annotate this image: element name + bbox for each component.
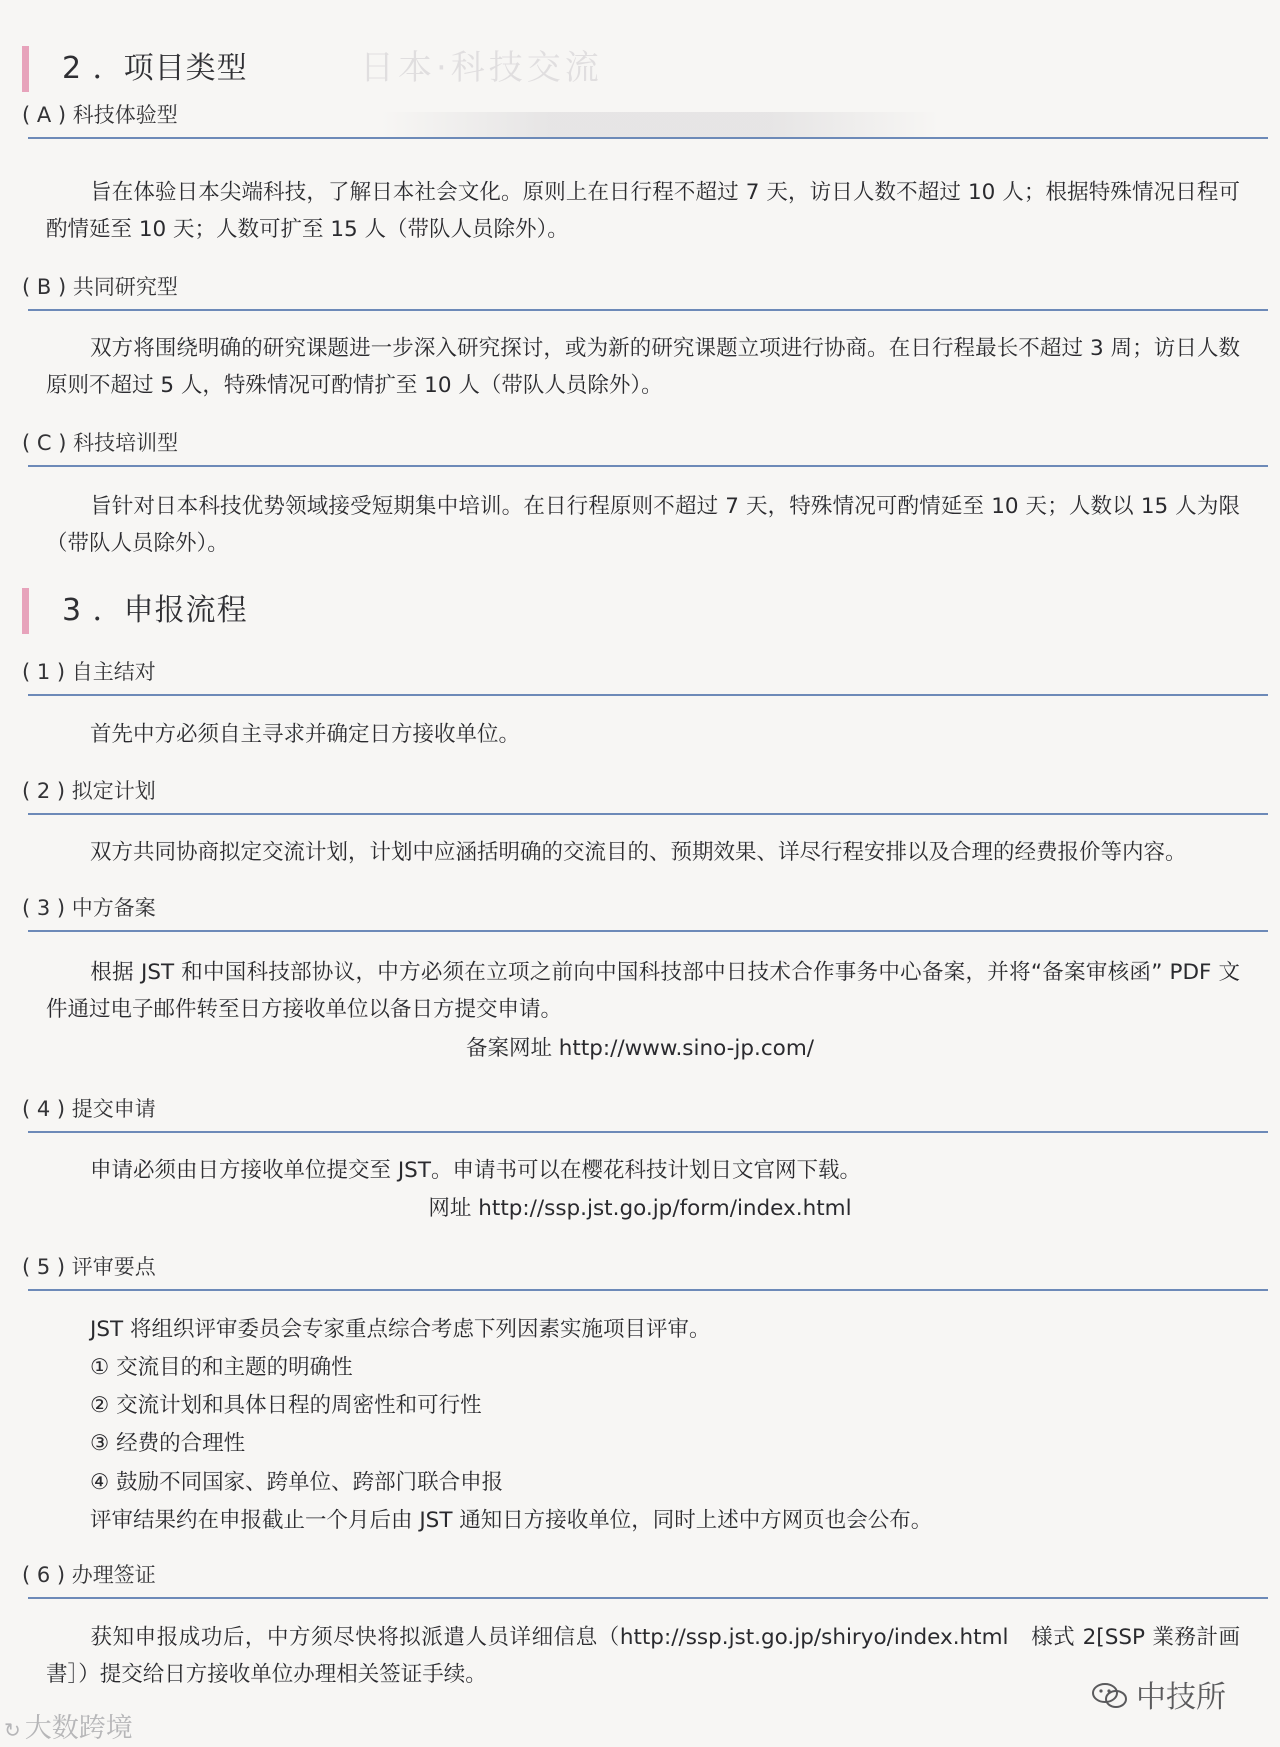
subheading-step-6	[22, 1560, 1268, 1590]
subheading-label: ( 3 ) 中方备案	[22, 896, 156, 920]
subheading-label: ( A ) 科技体验型	[22, 103, 178, 127]
section-title: 3 ．申报流程	[62, 593, 248, 628]
paragraph-type-b: 双方将围绕明确的研究课题进一步深入研究探讨，或为新的研究课题立项进行协商。在日行程最长不超过 3 周；访日人数原则不超过 5 人，特殊情况可酌情扩至 10 人（带队人员除外）。	[46, 336, 1240, 398]
review-criterion: ② 交流计划和具体日程的周密性和可行性	[90, 1393, 482, 1418]
brand-logo-icon: ↻	[4, 1718, 21, 1742]
watermark-right: 中技所	[1090, 1672, 1226, 1716]
subheading-step-3	[22, 893, 1268, 923]
bleed-through-heading: 日本·科技交流	[360, 48, 603, 88]
section-accent-bar	[22, 588, 29, 634]
review-criterion: ① 交流目的和主题的明确性	[90, 1355, 353, 1380]
subheading-rule	[28, 1131, 1268, 1133]
subheading-type-a	[22, 100, 1268, 130]
paragraph-type-a: 旨在体验日本尖端科技，了解日本社会文化。原则上在日行程不超过 7 天，访日人数不超过 10 人；根据特殊情况日程可酌情延至 10 天；人数可扩至 15 人（带队人员除外）。	[46, 180, 1240, 242]
subheading-label: ( 6 ) 办理签证	[22, 1563, 156, 1587]
section-accent-bar	[22, 46, 29, 92]
section-title: 2 ．项目类型	[62, 51, 248, 86]
subheading-label: ( 4 ) 提交申请	[22, 1097, 156, 1121]
subheading-label: ( 1 ) 自主结对	[22, 660, 156, 684]
paragraph-step-2: 双方共同协商拟定交流计划，计划中应涵括明确的交流目的、预期效果、详尽行程安排以及合理的经费报价等内容。	[90, 840, 1187, 865]
filing-website-line: 备案网址 http://www.sino-jp.com/	[465, 1036, 815, 1061]
subheading-step-4	[22, 1094, 1268, 1124]
subheading-rule	[28, 1597, 1268, 1599]
subheading-rule	[28, 1289, 1268, 1291]
paragraph-step-3: 根据 JST 和中国科技部协议，中方必须在立项之前向中国科技部中日技术合作事务中心备案，并将“备案审核函” PDF 文件通过电子邮件转至日方接收单位以备日方提交申请。	[46, 960, 1240, 1022]
subheading-step-1	[22, 657, 1268, 687]
subheading-rule	[28, 694, 1268, 696]
subheading-label: ( C ) 科技培训型	[22, 431, 179, 455]
paragraph-type-c: 旨针对日本科技优势领域接受短期集中培训。在日行程原则不超过 7 天，特殊情况可酌情延至 10 天；人数以 15 人为限（带队人员除外）。	[46, 494, 1240, 556]
application-website-line: 网址 http://ssp.jst.go.jp/form/index.html	[428, 1196, 852, 1221]
subheading-label: ( 2 ) 拟定计划	[22, 779, 156, 803]
paragraph-step-1: 首先中方必须自主寻求并确定日方接收单位。	[90, 722, 521, 747]
paragraph-step-4: 申请必须由日方接收单位提交至 JST。申请书可以在樱花科技计划日文官网下载。	[90, 1158, 861, 1183]
subheading-type-b	[22, 272, 1268, 302]
review-result-note: 评审结果约在申报截止一个月后由 JST 通知日方接收单位，同时上述中方网页也会公布。	[90, 1508, 933, 1533]
watermark-left: ↻ 大数跨境	[4, 1713, 133, 1744]
wechat-icon	[1090, 1681, 1130, 1711]
review-criterion: ③ 经费的合理性	[90, 1431, 246, 1456]
review-intro: JST 将组织评审委员会专家重点综合考虑下列因素实施项目评审。	[90, 1317, 711, 1342]
subheading-label: ( B ) 共同研究型	[22, 275, 178, 299]
subheading-label: ( 5 ) 评审要点	[22, 1255, 156, 1279]
subheading-rule	[28, 137, 1268, 139]
subheading-rule	[28, 813, 1268, 815]
subheading-type-c	[22, 428, 1268, 458]
review-criterion: ④ 鼓励不同国家、跨单位、跨部门联合申报	[90, 1470, 504, 1495]
subheading-step-5	[22, 1252, 1268, 1282]
subheading-rule	[28, 930, 1268, 932]
subheading-rule	[28, 465, 1268, 467]
subheading-rule	[28, 309, 1268, 311]
subheading-step-2	[22, 776, 1268, 806]
paragraph-step-6: 获知申报成功后，中方须尽快将拟派遣人员详细信息（http://ssp.jst.go.jp/shiryo/index.html 様式 2[SSP 業務計画書］）提交给日方接收单位办理相关签证手续。	[46, 1625, 1240, 1687]
